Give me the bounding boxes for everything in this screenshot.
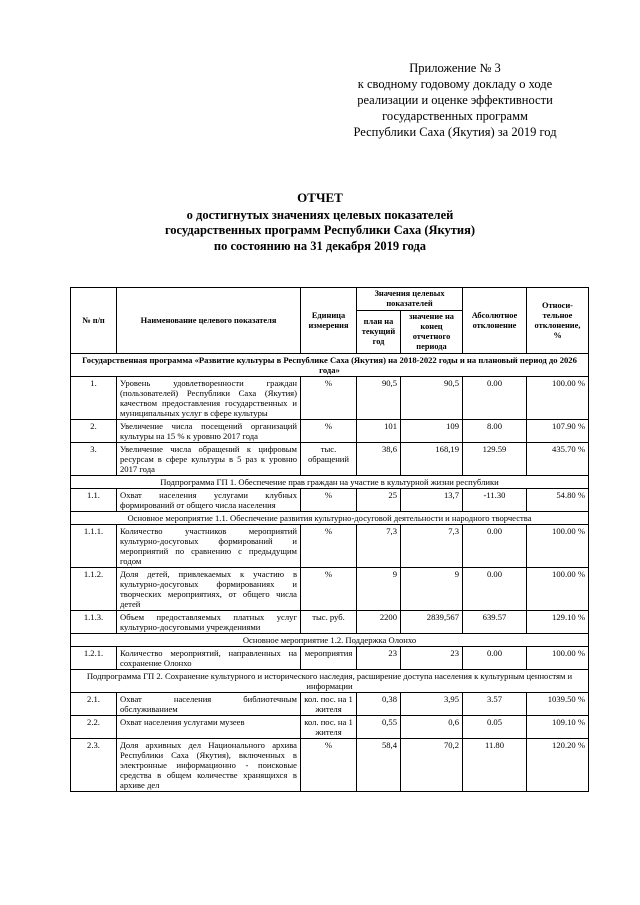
indicator-name: Охват населения услугами клубных формирований от общего числа населения [117, 489, 301, 512]
table-row [71, 611, 589, 634]
relative-deviation: 1039.50 % [527, 693, 589, 716]
actual-value: 3,95 [401, 693, 463, 716]
relative-deviation: 100.00 % [527, 377, 589, 420]
absolute-deviation: 0.05 [463, 716, 527, 739]
col-header-rel: Относи-тельное отклонение, % [527, 288, 589, 354]
relative-deviation: 109.10 % [527, 716, 589, 739]
plan-value: 25 [357, 489, 401, 512]
table-row [71, 568, 589, 611]
indicator-name: Количество участников мероприятий культурно-досуговых формирований и мероприятий по сравнению с предыдущим годом [117, 525, 301, 568]
appendix-header [330, 60, 580, 140]
section-row [71, 476, 589, 489]
section-title: Подпрограмма ГП 1. Обеспечение прав граждан на участие в культурной жизни республики [71, 476, 589, 489]
row-number: 1.2.1. [71, 647, 117, 670]
table-row [71, 420, 589, 443]
unit-of-measure: тыс. руб. [301, 611, 357, 634]
col-header-unit: Единица измерения [301, 288, 357, 354]
absolute-deviation: 0.00 [463, 568, 527, 611]
unit-of-measure: % [301, 568, 357, 611]
col-header-name: Наименование целевого показателя [117, 288, 301, 354]
indicator-name: Доля детей, привлекаемых к участию в культурно-досуговых формированиях и творческих мероприятиях, от общего числа детей [117, 568, 301, 611]
absolute-deviation: 3.57 [463, 693, 527, 716]
row-number: 1.1.1. [71, 525, 117, 568]
relative-deviation: 100.00 % [527, 647, 589, 670]
header-row [71, 288, 589, 311]
unit-of-measure: кол. пос. на 1 жителя [301, 693, 357, 716]
table-row [71, 525, 589, 568]
indicator-name: Количество мероприятий, направленных на сохранение Олонхо [117, 647, 301, 670]
appendix-line: государственных программ [382, 109, 528, 123]
unit-of-measure: тыс. обращений [301, 443, 357, 476]
indicator-name: Уровень удовлетворенности граждан (пользователей) Республики Саха (Якутия) качеством предоставления государственных и муниципальных услуг в сфере культуры [117, 377, 301, 420]
plan-value: 2200 [357, 611, 401, 634]
unit-of-measure: кол. пос. на 1 жителя [301, 716, 357, 739]
row-number: 2. [71, 420, 117, 443]
actual-value: 109 [401, 420, 463, 443]
actual-value: 70,2 [401, 739, 463, 792]
appendix-line: реализации и оценке эффективности [357, 93, 553, 107]
table-row [71, 739, 589, 792]
relative-deviation: 129.10 % [527, 611, 589, 634]
plan-value: 58,4 [357, 739, 401, 792]
absolute-deviation: 0.00 [463, 647, 527, 670]
unit-of-measure: % [301, 420, 357, 443]
plan-value: 0,55 [357, 716, 401, 739]
actual-value: 13,7 [401, 489, 463, 512]
col-header-plan: план на текущий год [357, 311, 401, 354]
actual-value: 23 [401, 647, 463, 670]
indicator-name: Увеличение числа посещений организаций культуры на 15 % к уровню 2017 года [117, 420, 301, 443]
absolute-deviation: -11.30 [463, 489, 527, 512]
row-number: 1.1. [71, 489, 117, 512]
col-header-num: № п/п [71, 288, 117, 354]
absolute-deviation: 8.00 [463, 420, 527, 443]
relative-deviation: 435.70 % [527, 443, 589, 476]
indicators-table [70, 287, 589, 792]
section-title: Подпрограмма ГП 2. Сохранение культурного и исторического наследия, расширение доступа населения к культурным ценностям и информации [71, 670, 589, 693]
actual-value: 7,3 [401, 525, 463, 568]
absolute-deviation: 0.00 [463, 377, 527, 420]
relative-deviation: 100.00 % [527, 525, 589, 568]
plan-value: 101 [357, 420, 401, 443]
relative-deviation: 54.80 % [527, 489, 589, 512]
section-title: Основное мероприятие 1.1. Обеспечение развития культурно-досуговой деятельности и народного творчества [71, 512, 589, 525]
report-title [60, 190, 580, 254]
actual-value: 168,19 [401, 443, 463, 476]
report-title-line: о достигнутых значениях целевых показателей [186, 207, 454, 222]
absolute-deviation: 11.80 [463, 739, 527, 792]
section-row [71, 670, 589, 693]
plan-value: 0,38 [357, 693, 401, 716]
unit-of-measure: % [301, 525, 357, 568]
plan-value: 90,5 [357, 377, 401, 420]
section-title: Основное мероприятие 1.2. Поддержка Олонхо [71, 634, 589, 647]
indicator-name: Доля архивных дел Национального архива Республики Саха (Якутия), включенных в электронные информационно - поисковые средства в общем количестве хранящихся в архиве дел [117, 739, 301, 792]
report-title-line: по состоянию на 31 декабря 2019 года [213, 238, 427, 253]
actual-value: 0,6 [401, 716, 463, 739]
unit-of-measure: % [301, 739, 357, 792]
indicator-name: Охват населения библиотечным обслуживанием [117, 693, 301, 716]
unit-of-measure: % [301, 377, 357, 420]
indicator-name: Объем предоставляемых платных услуг культурно-досуговыми учреждениями [117, 611, 301, 634]
relative-deviation: 107.90 % [527, 420, 589, 443]
absolute-deviation: 639.57 [463, 611, 527, 634]
col-header-values-group: Значения целевых показателей [357, 288, 463, 311]
report-title-main: ОТЧЕТ [297, 190, 343, 205]
relative-deviation: 100.00 % [527, 568, 589, 611]
row-number: 3. [71, 443, 117, 476]
relative-deviation: 120.20 % [527, 739, 589, 792]
plan-value: 9 [357, 568, 401, 611]
table-row [71, 377, 589, 420]
report-title-line: государственных программ Республики Саха (Якутия) [164, 223, 476, 237]
row-number: 2.1. [71, 693, 117, 716]
col-header-actual: значение на конец отчетного периода [401, 311, 463, 354]
plan-value: 23 [357, 647, 401, 670]
table-row [71, 489, 589, 512]
table-row [71, 693, 589, 716]
table-row [71, 716, 589, 739]
indicator-name: Увеличение числа обращений к цифровым ресурсам в сфере культуры в 5 раз к уровню 2017 года [117, 443, 301, 476]
plan-value: 7,3 [357, 525, 401, 568]
unit-of-measure: мероприятия [301, 647, 357, 670]
absolute-deviation: 129.59 [463, 443, 527, 476]
row-number: 1. [71, 377, 117, 420]
actual-value: 2839,567 [401, 611, 463, 634]
section-row [71, 634, 589, 647]
absolute-deviation: 0.00 [463, 525, 527, 568]
appendix-line: Приложение № 3 [409, 61, 501, 75]
actual-value: 90,5 [401, 377, 463, 420]
section-row [71, 512, 589, 525]
row-number: 2.2. [71, 716, 117, 739]
row-number: 1.1.3. [71, 611, 117, 634]
table-row [71, 443, 589, 476]
col-header-abs: Абсолютное отклонение [463, 288, 527, 354]
actual-value: 9 [401, 568, 463, 611]
table-row [71, 647, 589, 670]
row-number: 1.1.2. [71, 568, 117, 611]
row-number: 2.3. [71, 739, 117, 792]
plan-value: 38,6 [357, 443, 401, 476]
section-row [71, 354, 589, 377]
indicator-name: Охват населения услугами музеев [117, 716, 301, 739]
table-body [71, 354, 589, 792]
appendix-line: Республики Саха (Якутия) за 2019 год [353, 125, 557, 139]
appendix-line: к сводному годовому докладу о ходе [357, 77, 553, 91]
section-title: Государственная программа «Развитие культуры в Республике Саха (Якутия) на 2018-2022 годы и на плановый период до 2026 года» [71, 354, 589, 377]
unit-of-measure: % [301, 489, 357, 512]
